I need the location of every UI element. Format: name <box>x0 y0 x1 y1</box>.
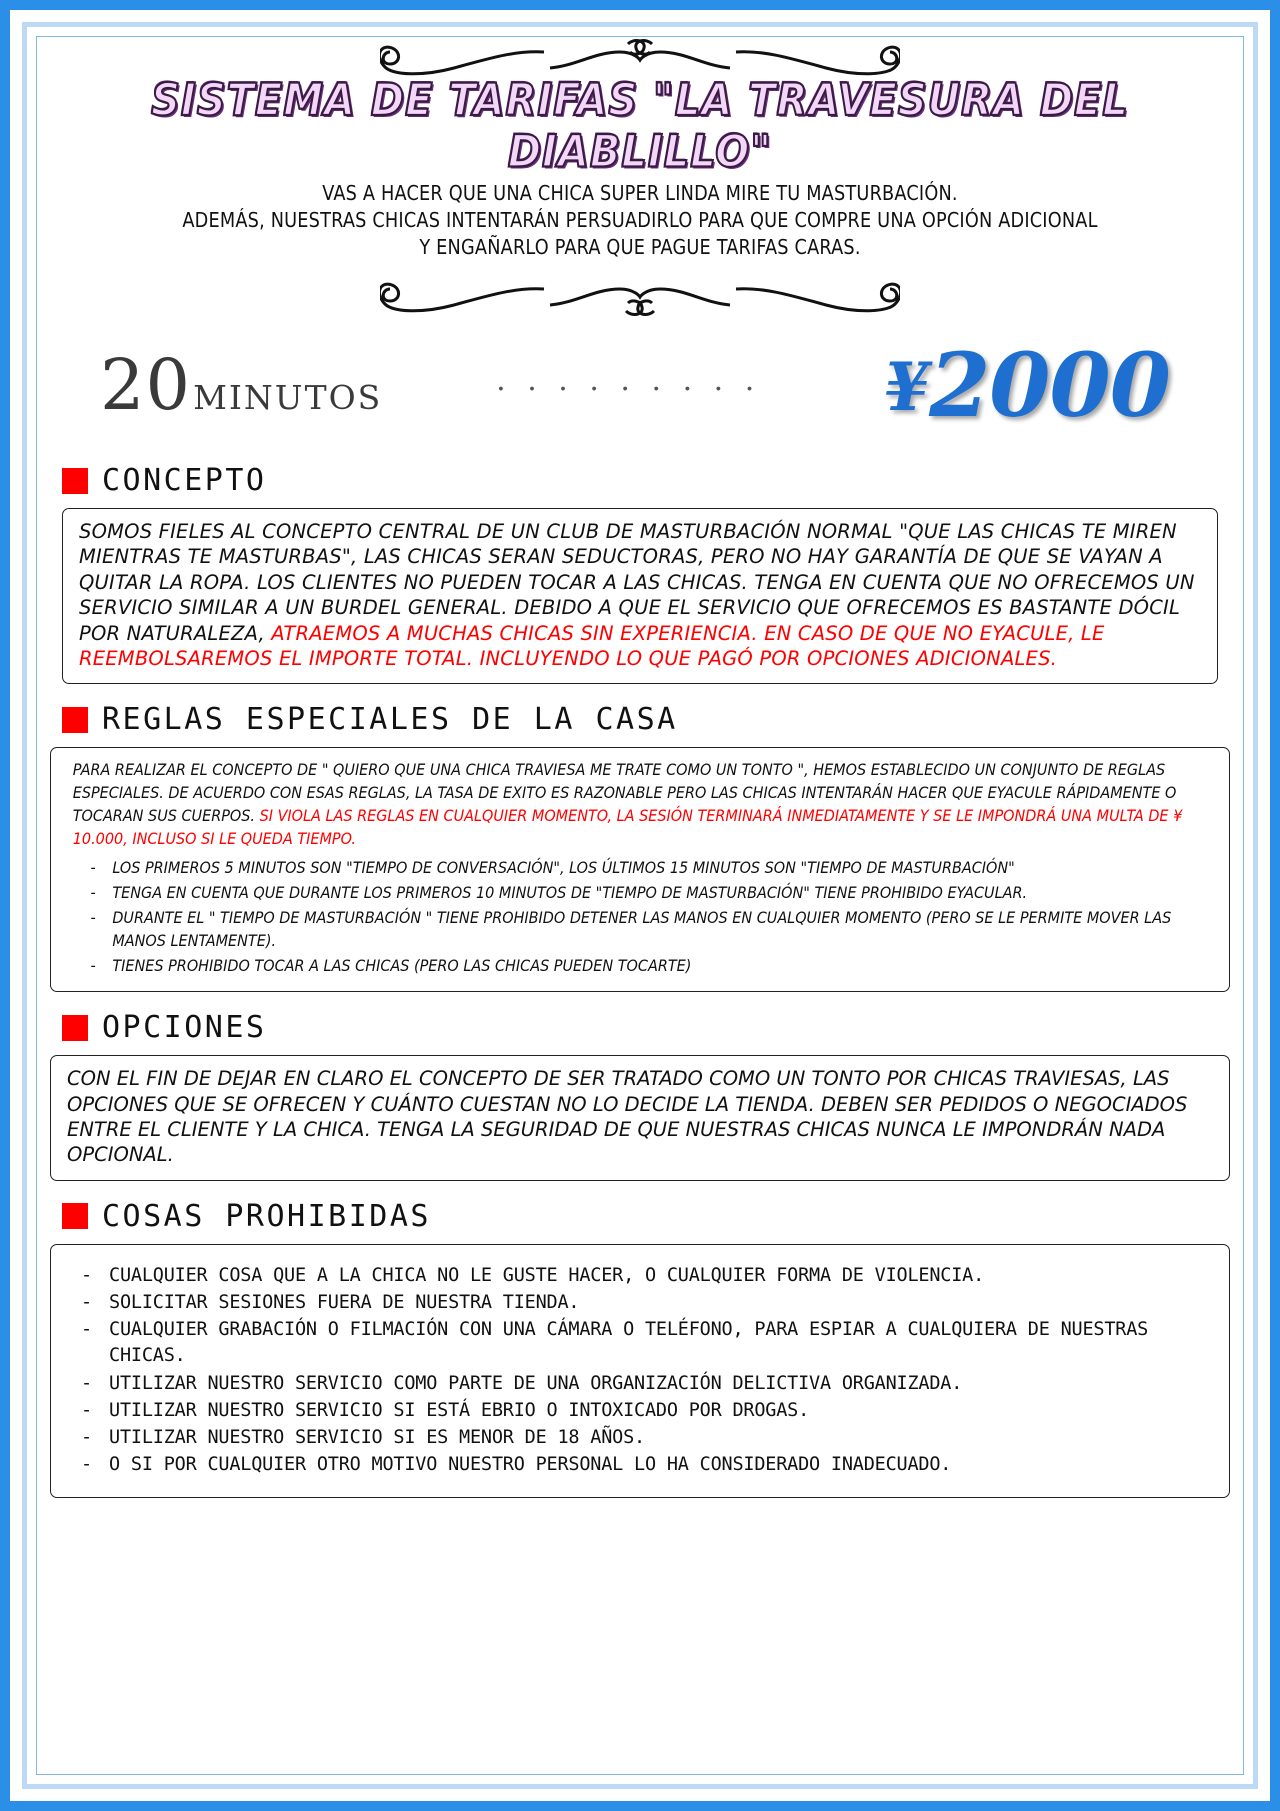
list-item: - DURANTE EL " TIEMPO DE MASTURBACIÓN " TIENE PROHIBIDO DETENER LAS MANOS EN CUALQUIER MOMENTO (PERO SE LE PERMITE MOVER LAS MANOS LENTAMENTE). <box>73 906 1208 952</box>
duration-number: 20 <box>100 344 192 427</box>
list-item: - UTILIZAR NUESTRO SERVICIO SI ES MENOR DE 18 AÑOS. <box>67 1425 1213 1451</box>
section-reglas <box>40 702 1240 992</box>
section-opciones <box>40 1010 1240 1180</box>
price-amount: 2000 <box>929 333 1170 438</box>
list-item: - TENGA EN CUENTA QUE DURANTE LOS PRIMEROS 10 MINUTOS DE "TIEMPO DE MASTURBACIÓN" TIENE PROHIBIDO EYACULAR. <box>73 881 1208 904</box>
price-leader-dots: . . . . . . . . . <box>496 362 761 398</box>
reglas-body-black: PARA REALIZAR EL CONCEPTO DE " QUIERO QUE UNA CHICA TRAVIESA ME TRATE COMO UN TONTO ", HEMOS ESTABLECIDO UN CONJUNTO DE REGLAS ESPECIALES. DE ACUERDO CON ESAS REGLAS, LA TASA DE EXITO ES RAZONABLE PERO LAS CHICAS INTENTARÁN HACER QUE EYACULE RÁPIDAMENTE O TOCARAN SUS CUERPOS. <box>72 760 1177 826</box>
ornament-bottom-icon <box>40 275 1240 319</box>
reglas-body-red: SI VIOLA LAS REGLAS EN CUALQUIER MOMENTO, LA SESIÓN TERMINARÁ INMEDIATAMENTE Y SE LE IMPONDRÁ UNA MULTA DE ¥ 10.000, INCLUSO SI LE QUEDA TIEMPO. <box>72 806 1183 849</box>
concepto-body-black: SOMOS FIELES AL CONCEPTO CENTRAL DE UN CLUB DE MASTURBACIÓN NORMAL "QUE LAS CHICAS TE MIREN MIENTRAS TE MASTURBAS", LAS CHICAS SERAN SEDUCTORAS, PERO NO HAY GARANTÍA DE QUE SE VAYAN A QUITAR LA ROPA. LOS CLIENTES NO PUEDEN TOCAR A LAS CHICAS. TENGA EN CUENTA QUE NO OFRECEMOS UN SERVICIO SIMILAR A UN BURDEL GENERAL. DEBIDO A QUE EL SERVICIO QUE OFRECEMOS ES BASTANTE DÓCIL POR NATURALEZA, <box>79 520 1195 645</box>
list-item: - UTILIZAR NUESTRO SERVICIO SI ESTÁ EBRIO O INTOXICADO POR DROGAS. <box>67 1398 1213 1424</box>
prohibidas-text-box <box>50 1244 1230 1498</box>
page-title: SISTEMA DE TARIFAS "LA TRAVESURA DEL DIABLILLO" <box>151 74 1129 178</box>
reglas-list <box>73 856 1208 977</box>
list-item: - CUALQUIER GRABACIÓN O FILMACIÓN CON UNA CÁMARA O TELÉFONO, PARA ESPIAR A CUALQUIERA DE NUESTRAS CHICAS. <box>67 1317 1213 1370</box>
price-row <box>40 319 1240 445</box>
list-item: - O SI POR CUALQUIER OTRO MOTIVO NUESTRO PERSONAL LO HA CONSIDERADO INADECUADO. <box>67 1452 1213 1478</box>
opciones-text-box <box>50 1055 1230 1180</box>
section-title-prohibidas: COSAS PROHIBIDAS <box>102 1198 431 1234</box>
list-item: - UTILIZAR NUESTRO SERVICIO COMO PARTE DE UNA ORGANIZACIÓN DELICTIVA ORGANIZADA. <box>67 1371 1213 1397</box>
subtitle-line-1: VAS A HACER QUE UNA CHICA SUPER LINDA MIRE TU MASTURBACIÓN. <box>322 181 958 205</box>
bullet-square-icon <box>62 1015 88 1041</box>
section-concepto <box>40 463 1240 684</box>
duration-block <box>100 344 382 426</box>
concepto-text-box <box>62 508 1218 684</box>
section-title-reglas: REGLAS ESPECIALES DE LA CASA <box>102 702 678 738</box>
subtitle-line-3: Y ENGAÑARLO PARA QUE PAGUE TARIFAS CARAS. <box>419 235 861 260</box>
section-heading-prohibidas <box>62 1199 1240 1234</box>
duration-unit: MINUTOS <box>193 378 383 418</box>
list-item: - SOLICITAR SESIONES FUERA DE NUESTRA TIENDA. <box>67 1290 1213 1316</box>
concepto-body-red: ATRAEMOS A MUCHAS CHICAS SIN EXPERIENCIA. EN CASO DE QUE NO EYACULE, LE REEMBOLSAREMOS EL IMPORTE TOTAL. INCLUYENDO LO QUE PAGÓ POR OPCIONES ADICIONALES. <box>79 621 1105 670</box>
reglas-text-box <box>50 747 1230 992</box>
prohibidas-list <box>67 1263 1213 1479</box>
price-amount-block <box>884 333 1200 437</box>
section-heading-opciones <box>62 1010 1240 1045</box>
list-item: - TIENES PROHIBIDO TOCAR A LAS CHICAS (PERO LAS CHICAS PUEDEN TOCARTE) <box>73 954 1208 977</box>
list-item: - LOS PRIMEROS 5 MINUTOS SON "TIEMPO DE CONVERSACIÓN", LOS ÚLTIMOS 15 MINUTOS SON "TIEMPO DE MASTURBACIÓN" <box>73 856 1208 879</box>
bullet-square-icon <box>62 707 88 733</box>
section-prohibidas <box>40 1199 1240 1498</box>
bullet-square-icon <box>62 468 88 494</box>
opciones-body: CON EL FIN DE DEJAR EN CLARO EL CONCEPTO DE SER TRATADO COMO UN TONTO POR CHICAS TRAVIESAS, LAS OPCIONES QUE SE OFRECEN Y CUÁNTO CUESTAN NO LO DECIDE LA TIENDA. DEBEN SER PEDIDOS O NEGOCIADOS ENTRE EL CLIENTE Y LA CHICA. TENGA LA SEGURIDAD DE QUE NUESTRAS CHICAS NUNCA LE IMPONDRÁN NADA OPCIONAL. <box>67 1067 1188 1167</box>
section-heading-concepto <box>62 463 1240 498</box>
list-item: - CUALQUIER COSA QUE A LA CHICA NO LE GUSTE HACER, O CUALQUIER FORMA DE VIOLENCIA. <box>67 1263 1213 1289</box>
subtitle-line-2: ADEMÁS, NUESTRAS CHICAS INTENTARÁN PERSUADIRLO PARA QUE COMPRE UNA OPCIÓN ADICIONAL <box>182 208 1098 233</box>
bullet-square-icon <box>62 1203 88 1229</box>
section-heading-reglas <box>62 702 1240 737</box>
currency-symbol: ¥ <box>884 348 930 427</box>
section-title-opciones: OPCIONES <box>102 1010 267 1046</box>
ornament-top-icon <box>40 34 1240 78</box>
document-body <box>40 34 1240 1774</box>
section-title-concepto: CONCEPTO <box>102 463 267 499</box>
